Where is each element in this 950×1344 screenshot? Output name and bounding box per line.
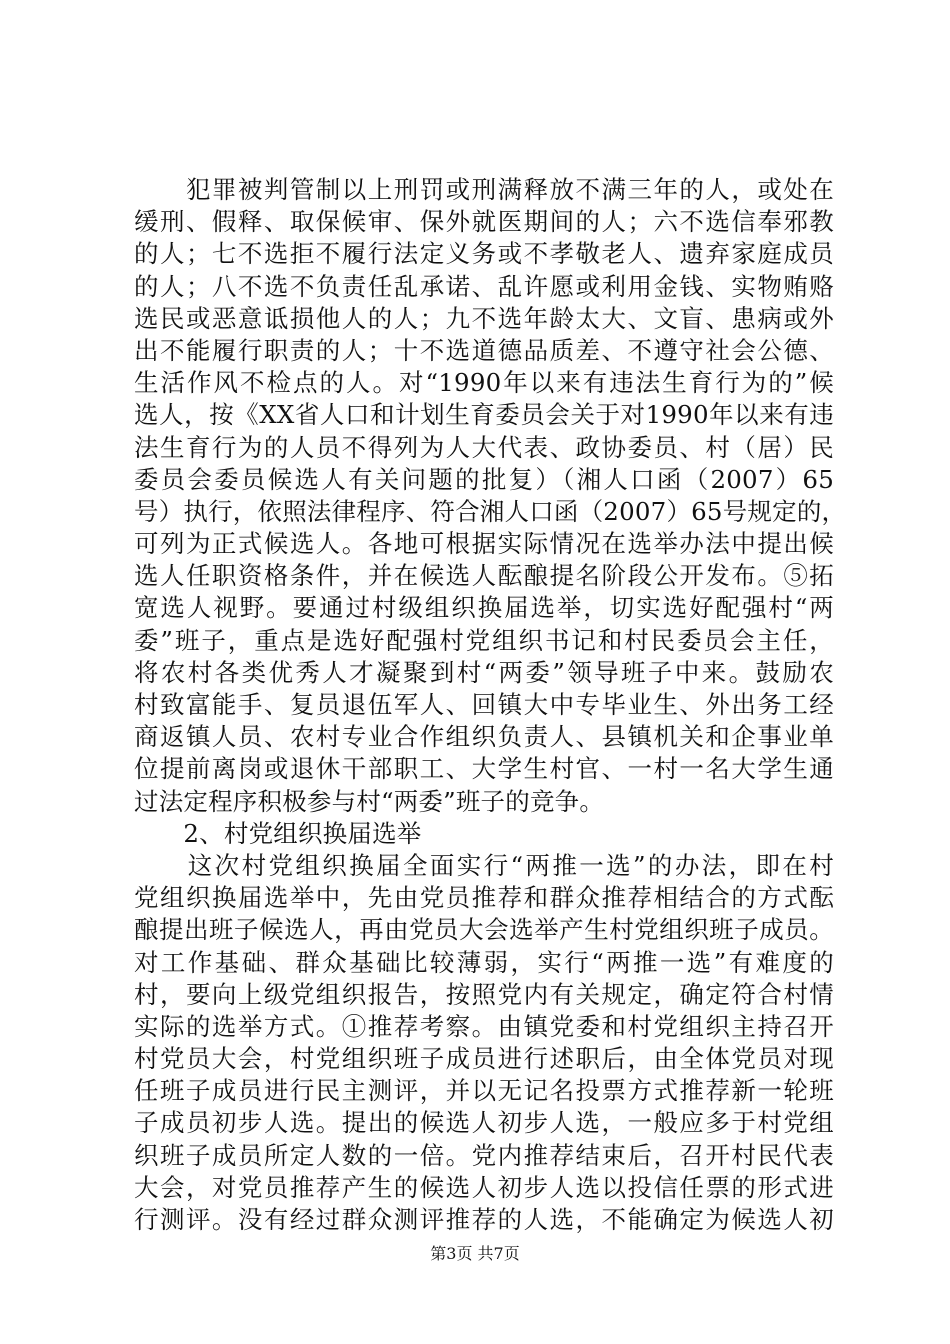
section-heading: 2、村党组织换届选举: [134, 818, 422, 848]
text-line: 选人，按《XX省人口和计划生育委员会关于对1990年以来有违: [134, 400, 834, 430]
text-line: 村党员大会，村党组织班子成员进行述职后，由全体党员对现: [134, 1044, 834, 1074]
text-line: 选人任职资格条件，并在候选人酝酿提名阶段公开发布。⑤拓: [134, 561, 834, 591]
text-line: 委”班子，重点是选好配强村党组织书记和村民委员会主任，: [134, 625, 834, 655]
text-line: 委员会委员候选人有关问题的批复）（湘人口函（2007）65: [134, 464, 834, 494]
text-line: 行测评。没有经过群众测评推荐的人选，不能确定为候选人初: [134, 1205, 834, 1234]
paragraph-1: [134, 174, 847, 818]
text-line: 大会，对党员推荐产生的候选人初步人选以投信任票的形式进: [134, 1172, 834, 1202]
text-line: 过法定程序积极参与村“两委”班子的竞争。: [134, 786, 605, 816]
text-line: 出不能履行职责的人；十不选道德品质差、不遵守社会公德、: [134, 335, 834, 365]
text-line: 子成员初步人选。提出的候选人初步人选，一般应多于村党组: [134, 1108, 834, 1138]
text-line: 村致富能手、复员退伍军人、回镇大中专毕业生、外出务工经: [134, 690, 834, 719]
paragraph-2: [134, 850, 834, 1236]
text-line: 实际的选举方式。①推荐考察。由镇党委和村党组织主持召开: [134, 1011, 834, 1041]
text-line: 村，要向上级党组织报告，按照党内有关规定，确定符合村情: [134, 979, 834, 1009]
text-line: 号）执行，依照法律程序、符合湘人口函（2007）65号规定的，: [134, 496, 847, 526]
text-line: 生活作风不检点的人。对“1990年以来有违法生育行为的”候: [134, 368, 834, 398]
text-line: 这次村党组织换届全面实行“两推一选”的办法，即在村: [134, 850, 834, 880]
text-line: 法生育行为的人员不得列为人大代表、政协委员、村（居）民: [134, 432, 834, 462]
text-line: 宽选人视野。要通过村级组织换届选举，切实选好配强村“两: [134, 593, 834, 623]
text-line: 任班子成员进行民主测评，并以无记名投票方式推荐新一轮班: [134, 1076, 834, 1106]
text-line: 犯罪被判管制以上刑罚或刑满释放不满三年的人，或处在: [134, 175, 834, 204]
document-body: [134, 174, 847, 1236]
page-footer: 第3页 共7页: [430, 1244, 520, 1263]
text-line: 位提前离岗或退休干部职工、大学生村官、一村一名大学生通: [134, 754, 834, 784]
text-line: 可列为正式候选人。各地可根据实际情况在选举办法中提出候: [134, 529, 834, 559]
text-line: 的人；八不选不负责任乱承诺、乱许愿或利用金钱、实物贿赂: [134, 271, 834, 301]
text-line: 选民或恶意诋损他人的人；九不选年龄太大、文盲、患病或外: [134, 303, 834, 333]
text-line: 的人；七不选拒不履行法定义务或不孝敬老人、遗弃家庭成员: [134, 239, 834, 269]
text-line: 对工作基础、群众基础比较薄弱，实行“两推一选”有难度的: [134, 947, 834, 977]
text-line: 织班子成员所定人数的一倍。党内推荐结束后，召开村民代表: [134, 1140, 834, 1170]
text-line: 党组织换届选举中，先由党员推荐和群众推荐相结合的方式酝: [134, 883, 834, 913]
text-line: 商返镇人员、农村专业合作组织负责人、县镇机关和企事业单: [134, 722, 834, 752]
text-line: 缓刑、假释、取保候审、保外就医期间的人；六不选信奉邪教: [134, 207, 834, 237]
text-line: 酿提出班子候选人，再由党员大会选举产生村党组织班子成员。: [134, 915, 834, 945]
text-line: 将农村各类优秀人才凝聚到村“两委”领导班子中来。鼓励农: [134, 657, 834, 687]
